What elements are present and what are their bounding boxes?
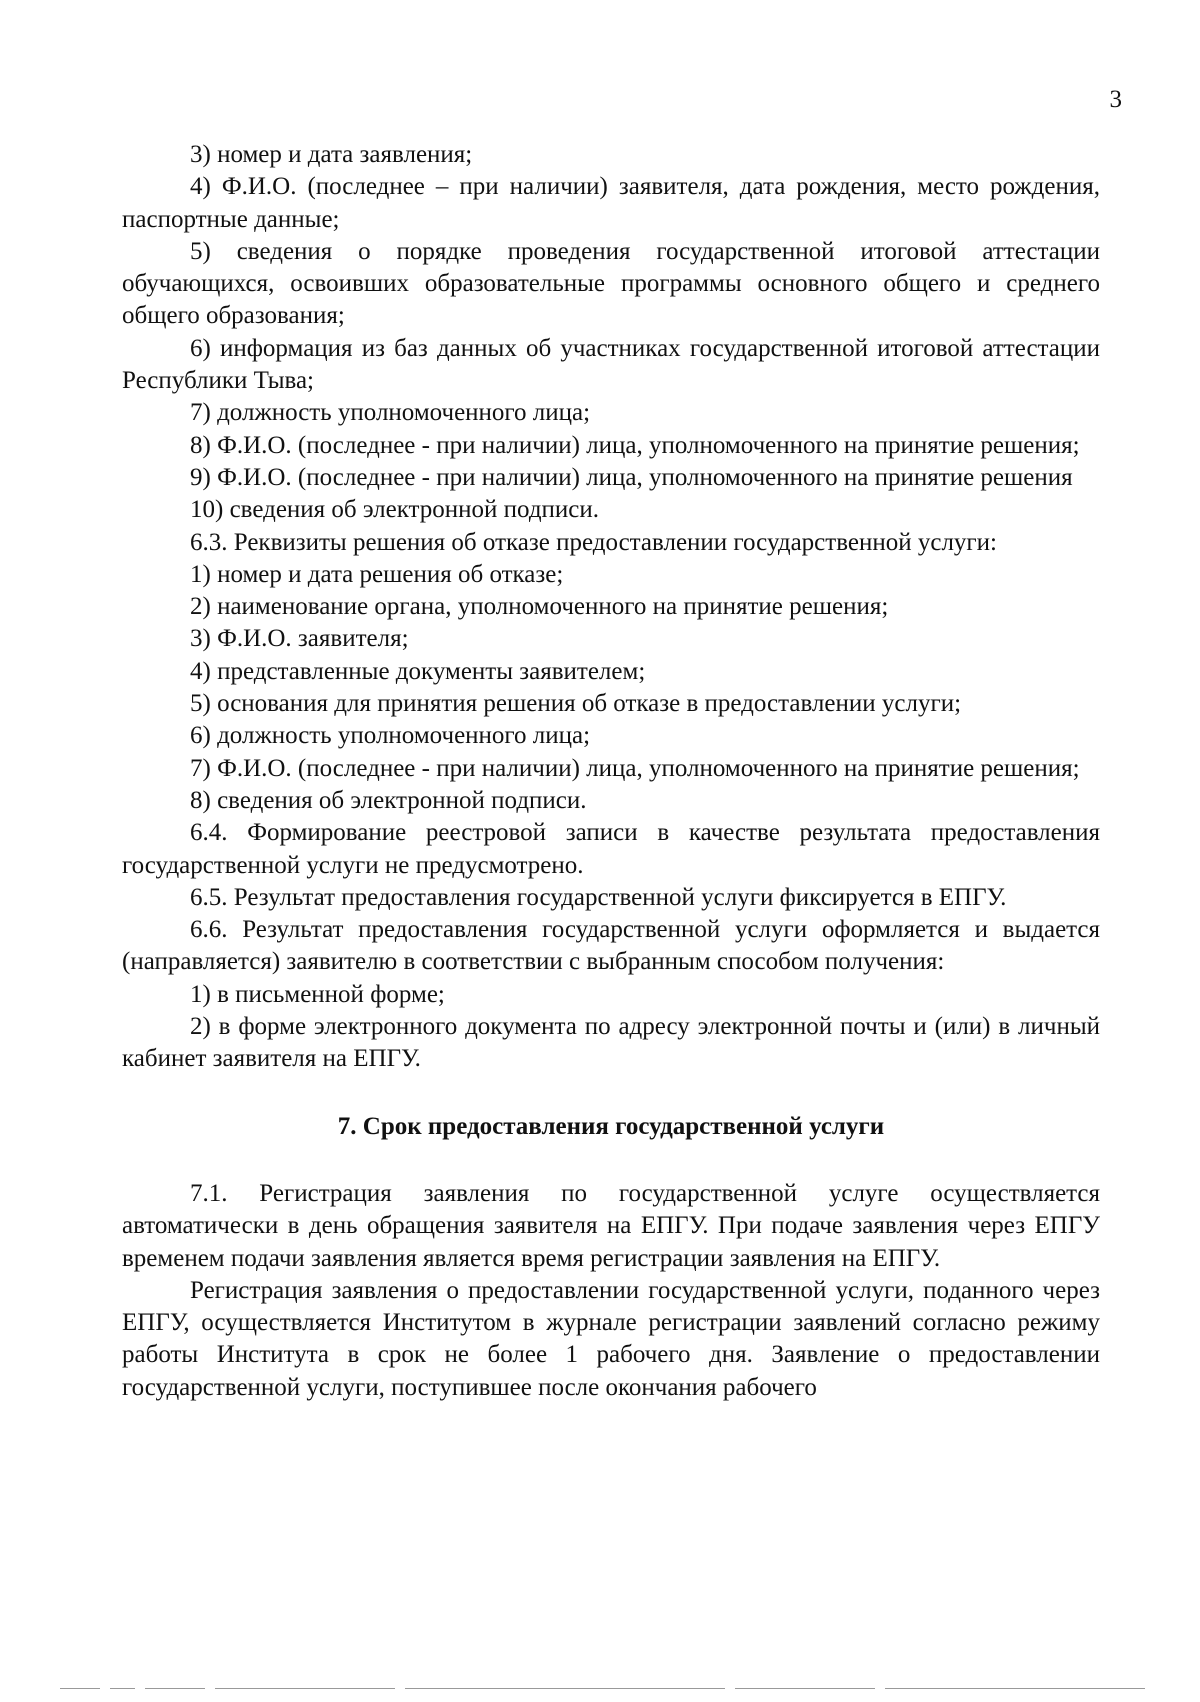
list-item: 7) Ф.И.О. (последнее - при наличии) лица, уполномоченного на принятие решения; xyxy=(190,754,1080,782)
list-item: 6) информация из баз данных об участниках государственной итоговой аттестации Республики Тыва; xyxy=(122,334,1100,395)
list-item: 6) должность уполномоченного лица; xyxy=(190,722,591,750)
document-body xyxy=(122,139,1100,1404)
section-heading: 7. Срок предоставления государственной услуги xyxy=(337,1112,885,1140)
list-item: 7) должность уполномоченного лица; xyxy=(190,399,591,427)
list-item: 8) Ф.И.О. (последнее - при наличии) лица, уполномоченного на принятие решения; xyxy=(190,431,1080,459)
list-item: 3) Ф.И.О. заявителя; xyxy=(190,625,409,653)
clause-paragraph: 7.1. Регистрация заявления по государственной услуге осуществляется автоматически в день обращения заявителя на ЕПГУ. При подаче заявления через ЕПГУ временем подачи заявления является время регистрации заявления на ЕПГУ. xyxy=(122,1179,1100,1272)
clause-paragraph: 6.5. Результат предоставления государственной услуги фиксируется в ЕПГУ. xyxy=(190,883,1007,911)
list-item: 5) сведения о порядке проведения государственной итоговой аттестации обучающихся, освоивших образовательные программы основного общего и среднего общего образования; xyxy=(122,237,1100,330)
clause-paragraph: 6.4. Формирование реестровой записи в качестве результата предоставления государственной услуги не предусмотрено. xyxy=(122,819,1100,879)
list-item: 10) сведения об электронной подписи. xyxy=(190,496,600,524)
clause-paragraph: Регистрация заявления о предоставлении государственной услуги, поданного через ЕПГУ, осуществляется Институтом в журнале регистрации заявлений согласно режиму работы Института в срок не более 1 рабочего дня. Заявление о предоставлении государственной услуги, поступившее после окончания рабочего xyxy=(122,1276,1100,1401)
scan-edge-divider xyxy=(0,1688,1200,1690)
list-item: 4) представленные документы заявителем; xyxy=(190,657,646,685)
clause-paragraph: 6.3. Реквизиты решения об отказе предоставлении государственной услуги: xyxy=(190,528,997,556)
list-item: 8) сведения об электронной подписи. xyxy=(190,786,587,814)
list-item: 2) наименование органа, уполномоченного на принятие решения; xyxy=(190,593,889,621)
clause-paragraph: 6.6. Результат предоставления государственной услуги оформляется и выдается (направляется) заявителю в соответствии с выбранным способом получения: xyxy=(122,916,1100,976)
list-item: 5) основания для принятия решения об отказе в предоставлении услуги; xyxy=(190,690,962,718)
list-item: 3) номер и дата заявления; xyxy=(190,141,473,168)
list-item: 2) в форме электронного документа по адресу электронной почты и (или) в личный кабинет заявителя на ЕПГУ. xyxy=(122,1013,1100,1073)
page-number: 3 xyxy=(1109,86,1122,113)
list-item: 1) номер и дата решения об отказе; xyxy=(190,560,564,588)
list-item: 4) Ф.И.О. (последнее – при наличии) заявителя, дата рождения, место рождения, паспортные данные; xyxy=(122,173,1100,233)
list-item: 1) в письменной форме; xyxy=(190,980,445,1008)
list-item: 9) Ф.И.О. (последнее - при наличии) лица, уполномоченного на принятие решения xyxy=(190,463,1073,491)
